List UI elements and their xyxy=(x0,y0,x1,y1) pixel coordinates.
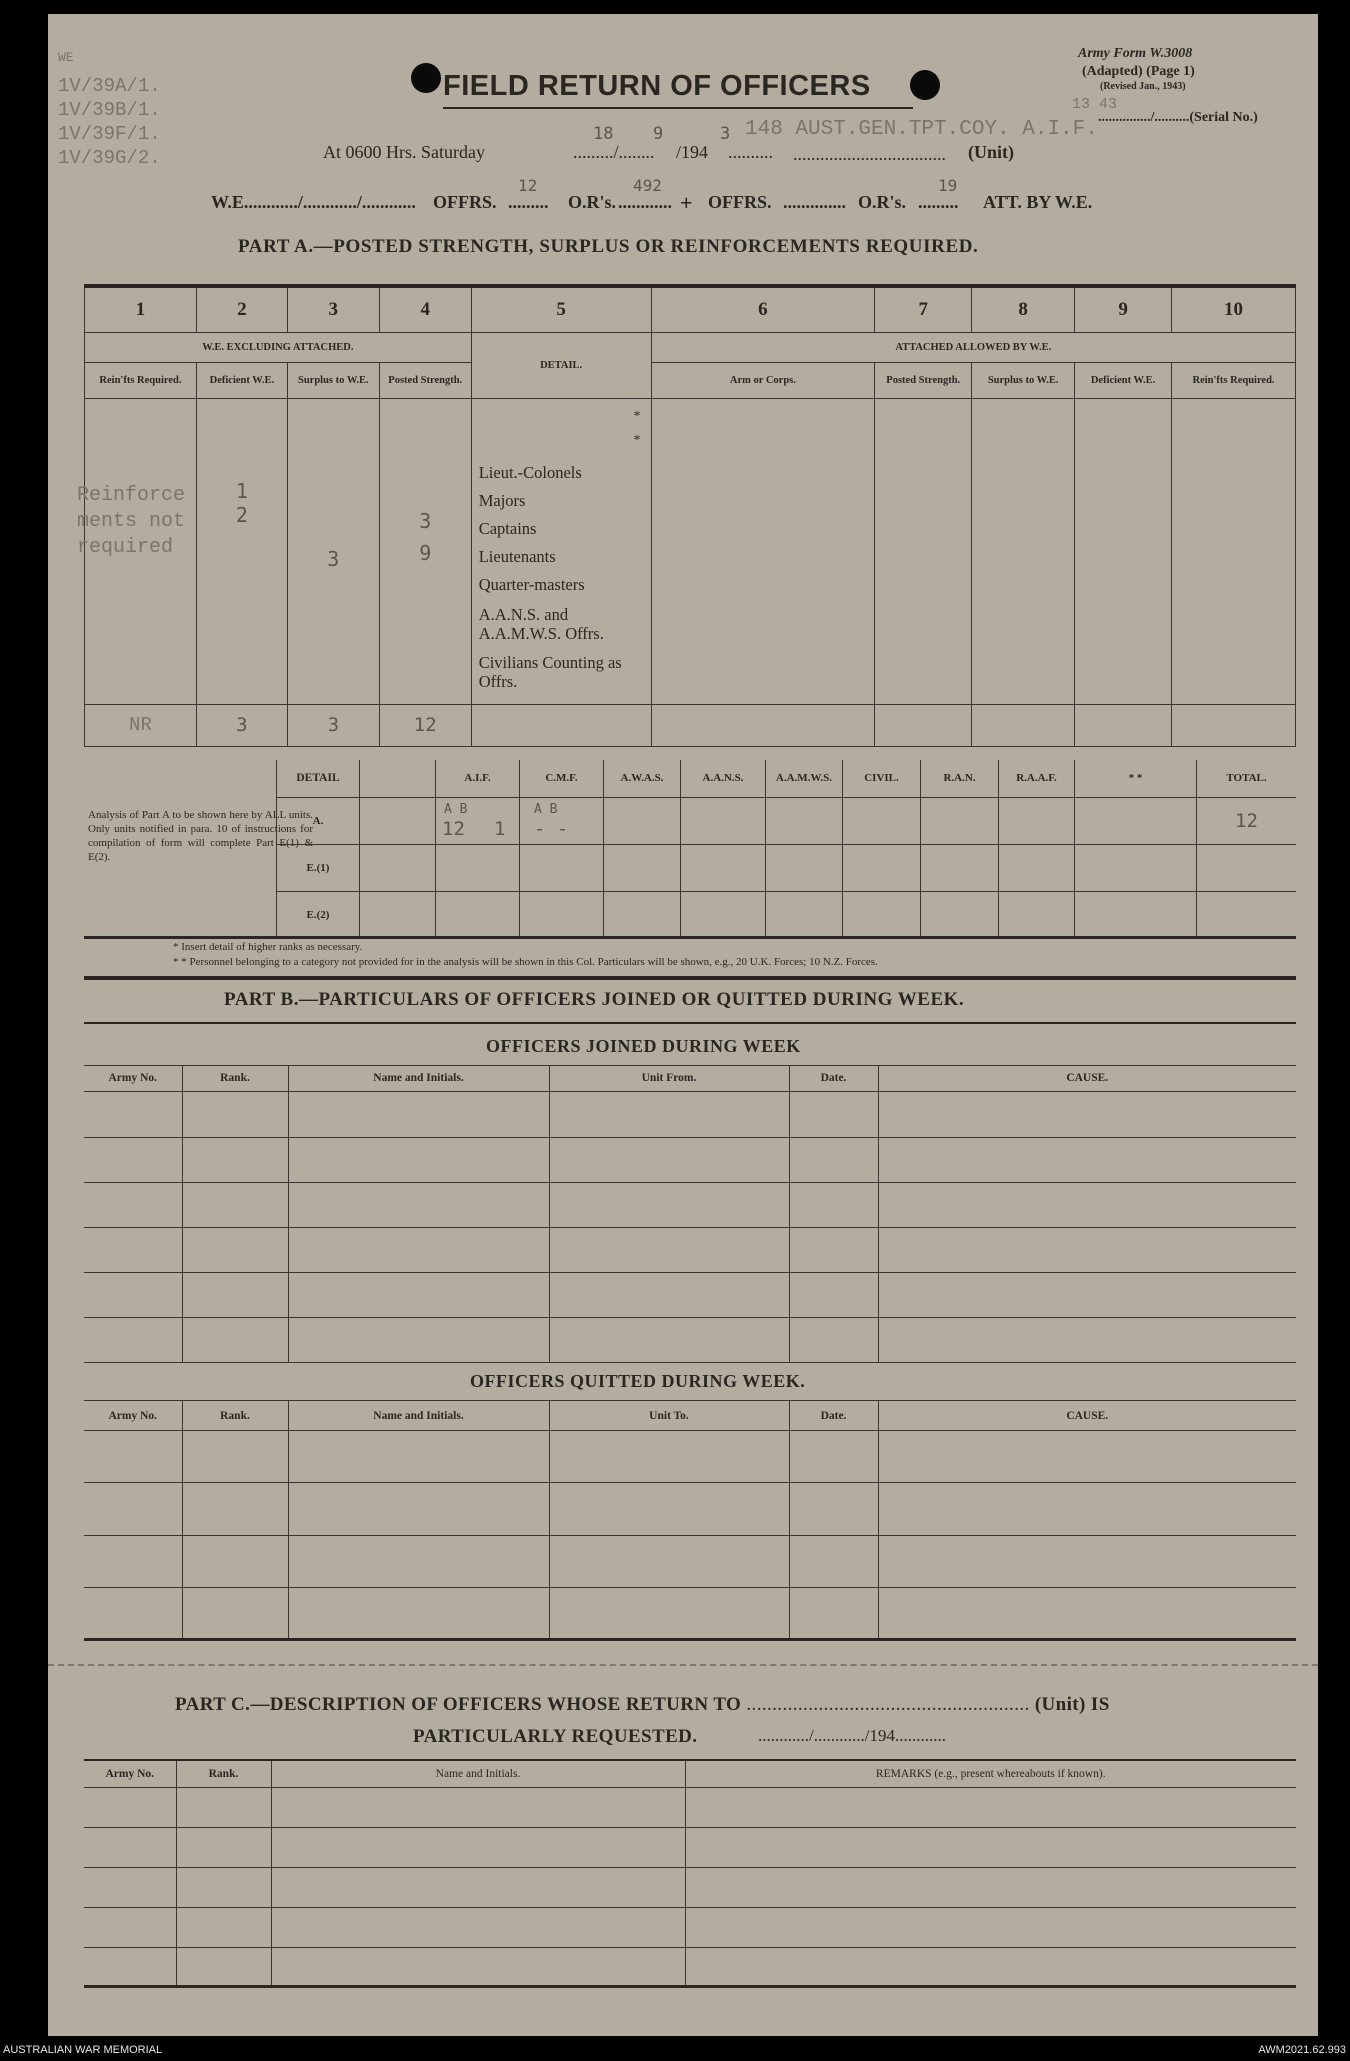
cmf-header: C.M.F. xyxy=(520,760,604,797)
col-number: 5 xyxy=(471,288,651,332)
aif-value-b: 1 xyxy=(494,817,506,840)
col-number: 10 xyxy=(1172,288,1296,332)
part-a-title: PART A.—POSTED STRENGTH, SURPLUS OR REINFORCEMENTS REQUIRED. xyxy=(238,236,979,257)
col-number: 2 xyxy=(196,288,287,332)
we-excluding-header: W.E. EXCLUDING ATTACHED. xyxy=(85,332,472,362)
quitted-unit-header: Unit To. xyxy=(549,1401,789,1431)
rank-quartermasters: Quarter-masters xyxy=(478,574,585,594)
we-code: 1V/39B/1. xyxy=(58,99,161,121)
joined-name-header: Name and Initials. xyxy=(288,1066,549,1092)
offrs-label: OFFRS. xyxy=(433,192,497,212)
at-hrs-label: At 0600 Hrs. Saturday xyxy=(323,142,485,162)
analysis-note: Analysis of Part A to be shown here by ALL units. Only units notified in para. 10 of instructions for compilation of form will complete Part E(1) & E(2). xyxy=(88,809,313,863)
total-reinfts: NR xyxy=(85,704,197,746)
footer-accession: AWM2021.62.993 xyxy=(1258,2044,1346,2056)
date-day: 18 xyxy=(593,124,614,144)
part-c-rank-header: Rank. xyxy=(176,1761,271,1787)
unit-typed: 148 AUST.GEN.TPT.COY. A.I.F. xyxy=(745,118,1098,141)
cmf-subcols: A B xyxy=(534,801,558,817)
col-number: 8 xyxy=(972,288,1075,332)
part-a-table xyxy=(77,288,1296,747)
revised-label: (Revised Jan., 1943) xyxy=(1100,81,1186,92)
serial-slash: / xyxy=(1150,110,1155,125)
joined-unit-header: Unit From. xyxy=(549,1066,789,1092)
aans-header: A.A.N.S. xyxy=(681,760,766,797)
we-code: 1V/39A/1. xyxy=(58,75,161,97)
quitted-table xyxy=(84,1400,1296,1640)
att-label: ATT. BY W.E. xyxy=(983,192,1093,212)
row-label-e2: E.(2) xyxy=(277,891,360,938)
col-number: 6 xyxy=(651,288,875,332)
footer-institution: AUSTRALIAN WAR MEMORIAL xyxy=(3,2044,163,2056)
column-numbers-row xyxy=(85,288,1296,332)
we-code-list xyxy=(58,74,161,170)
part-c-remarks-header: REMARKS (e.g., present whereabouts if known). xyxy=(685,1761,1296,1787)
col-number: 4 xyxy=(379,288,471,332)
date-month: 9 xyxy=(653,124,664,144)
total-deficient: 3 xyxy=(196,704,287,746)
raaf-header: R.A.A.F. xyxy=(999,760,1075,797)
part-c-line2: PARTICULARLY REQUESTED. xyxy=(413,1726,698,1747)
aif-value-a: 12 xyxy=(442,817,465,840)
surplus-att-header: Surplus to W.E. xyxy=(972,362,1075,398)
we-line: W.E............/............/............ xyxy=(211,192,416,212)
ors2-label: O.R's. xyxy=(858,192,907,212)
row-label-e1: E.(1) xyxy=(277,844,360,891)
we-code: 1V/39G/2. xyxy=(58,147,161,169)
quitted-title: OFFICERS QUITTED DURING WEEK. xyxy=(470,1371,806,1391)
joined-date-header: Date. xyxy=(789,1066,878,1092)
rank-lieutenants: Lieutenants xyxy=(478,546,556,566)
analysis-detail-header: DETAIL xyxy=(277,760,360,797)
rank-lieut-colonels: Lieut.-Colonels xyxy=(478,462,582,482)
part-c-unit-label: (Unit) IS xyxy=(1034,1694,1110,1715)
deficient-majors: 2 xyxy=(235,502,248,527)
attached-allowed-header: ATTACHED ALLOWED BY W.E. xyxy=(651,332,1295,362)
ranks-row xyxy=(85,398,1296,704)
quitted-army-no-header: Army No. xyxy=(84,1401,182,1431)
date-year-suffix: 3 xyxy=(720,124,731,144)
perforation-line xyxy=(48,1664,1318,1666)
ors-label: O.R's. xyxy=(568,192,617,212)
joined-cause-header: CAUSE. xyxy=(878,1066,1296,1092)
deficient-att-header: Deficient W.E. xyxy=(1075,362,1172,398)
date-year-prefix: /194 xyxy=(676,142,709,162)
adapted-label: (Adapted) (Page 1) xyxy=(1082,64,1195,79)
part-c-date-blank: ............/............/194............ xyxy=(758,1726,946,1745)
civil-header: CIVIL. xyxy=(843,760,921,797)
col-number: 7 xyxy=(875,288,972,332)
quitted-name-header: Name and Initials. xyxy=(288,1401,549,1431)
plus-sign: + xyxy=(680,190,693,215)
deficient-lt-col: 1 xyxy=(235,478,248,503)
col-number: 1 xyxy=(85,288,197,332)
aif-header: A.I.F. xyxy=(436,760,520,797)
total-posted: 12 xyxy=(379,704,471,746)
rank-majors: Majors xyxy=(478,490,526,510)
totals-row xyxy=(85,704,1296,746)
other-header: * * xyxy=(1075,760,1197,797)
col-number: 3 xyxy=(287,288,379,332)
reinforcements-note: Reinforce ments not required xyxy=(77,483,186,559)
form-title: FIELD RETURN OF OFFICERS xyxy=(443,70,871,102)
reinfts-required-header: Rein'fts Required. xyxy=(85,362,197,398)
posted-strength-header: Posted Strength. xyxy=(379,362,471,398)
part-c-army-no-header: Army No. xyxy=(84,1761,176,1787)
quitted-cause-header: CAUSE. xyxy=(878,1401,1296,1431)
offrs-value: 12 xyxy=(518,176,538,195)
total-header: TOTAL. xyxy=(1197,760,1297,797)
rank-captains: Captains xyxy=(478,518,537,538)
posted-strength-att-header: Posted Strength. xyxy=(875,362,972,398)
ors-value: 492 xyxy=(633,176,662,195)
offrs2-label: OFFRS. xyxy=(708,192,772,212)
surplus-lieutenants: 3 xyxy=(327,546,340,571)
part-c-name-header: Name and Initials. xyxy=(271,1761,685,1787)
army-form-label: Army Form W.3008 xyxy=(1078,46,1193,61)
analysis-table xyxy=(276,760,1296,939)
awas-header: A.W.A.S. xyxy=(604,760,681,797)
serial-value: 13 43 xyxy=(1072,96,1118,113)
total-surplus: 3 xyxy=(287,704,379,746)
joined-army-no-header: Army No. xyxy=(84,1066,182,1092)
col-number: 9 xyxy=(1075,288,1172,332)
rank-aans-aamws: A.A.N.S. and A.A.M.W.S. Offrs. xyxy=(478,604,604,643)
total-value-a: 12 xyxy=(1197,797,1297,844)
joined-table xyxy=(84,1065,1296,1363)
surplus-we-header: Surplus to W.E. xyxy=(287,362,379,398)
part-c-table xyxy=(84,1761,1296,1988)
detail-header: DETAIL. xyxy=(471,332,651,398)
part-c-title: PART C.—DESCRIPTION OF OFFICERS WHOSE RETURN TO xyxy=(175,1694,742,1715)
part-b-title: PART B.—PARTICULARS OF OFFICERS JOINED OR QUITTED DURING WEEK. xyxy=(224,989,965,1010)
serial-label: (Serial No.) xyxy=(1189,110,1258,125)
we-code: 1V/39F/1. xyxy=(58,123,161,145)
quitted-date-header: Date. xyxy=(789,1401,878,1431)
ran-header: R.A.N. xyxy=(921,760,999,797)
posted-lieutenants: 9 xyxy=(419,540,432,565)
aif-subcols: A B xyxy=(444,801,468,817)
footnote-2: * * Personnel belonging to a category not provided for in the analysis will be shown in this Col. Particulars will be shown, e.g., 20 U.K. Forces; 10 N.Z. Forces. xyxy=(173,956,878,968)
unit-label: (Unit) xyxy=(968,142,1014,162)
star-marker: * xyxy=(633,408,641,424)
deficient-we-header: Deficient W.E. xyxy=(196,362,287,398)
row-label-a: A. xyxy=(277,797,360,844)
aamws-header: A.A.M.W.S. xyxy=(766,760,843,797)
punch-hole xyxy=(411,63,441,93)
rank-civilians: Civilians Counting as Offrs. xyxy=(478,652,622,691)
footnote-1: * Insert detail of higher ranks as necessary. xyxy=(173,941,363,953)
we-code: WE xyxy=(58,50,74,65)
star-marker: * xyxy=(633,432,641,448)
quitted-rank-header: Rank. xyxy=(182,1401,288,1431)
cmf-value: - - xyxy=(534,817,569,840)
ors2-value: 19 xyxy=(938,176,958,195)
arm-corps-header: Arm or Corps. xyxy=(651,362,875,398)
posted-captains: 3 xyxy=(419,508,432,533)
reinfts-att-header: Rein'fts Required. xyxy=(1172,362,1296,398)
joined-rank-header: Rank. xyxy=(182,1066,288,1092)
form-page: Army Form W.3008 (Adapted) (Page 1) (Revised Jan., 1943) 13 43 .............../..........(Serial No.) WE 1V/39A/1. 1V/39B/1. 1V/39F/1. 1V/39G/2. FIELD RETURN OF OFFICERS At 0600 Hrs. Saturday 18 ........./........ 9 /194 3 .......... 148 AUST.GEN.TPT.COY. A.I.F. .................................. (Unit) W.E............/............/............ OFFRS. 12 ......... O.R's. 492 ............ + OFFRS. .............. O.R's. 19 ......... ATT. BY W.E. PART A.—POSTED STRENGTH, SURPLUS OR REINFORCEMENTS REQUIRED. 1 2 3 4 5 6 7 8 9 10 W.E. EXCLUDING ATTACHED. DETAIL. ATTACHED ALLOWED BY W.E. Rein'fts Required. Deficient W.E. Surplus to W.E. Posted Strength. Arm or Corps. Posted Strength. Surplus to W.E. Deficient W.E. Rein'fts Required. Reinforce ments not required 1 2 3 3 9 * * Lieut.-Colonels Majors Captains Lieutenants Quarter-masters A.A.N.S. and A.A.M.W.S. Offrs. Civilians Counting as Offrs. NR 3 3 12 Analysis of Part A to be shown here by ALL units. Only units notified in para. 10 of instructions for compilation of form will complete Part E(1) & E(2). DETAIL A.I.F. C.M.F. A.W.A.S. A.A.N.S. A.A.M.W.S. CIVIL. R.A.N. R.A.A.F. * * TOTAL. A. A B 12 1 A B - - 12 E.(1) E.(2) * Insert detail of higher ranks as necessary. * * Personnel belonging to a category not provided for in the analysis will be shown in this Col. Particulars will be shown, e.g., 20 U.K. Forces; 10 N.Z. Forces. PART B.—PARTICULARS OF OFFICERS JOINED OR QUITTED DURING WEEK. OFFICERS JOINED DURING WEEK Army No. Rank. Name and Initials. Unit From. Date. CAUSE. OFFICERS QUITTED DURING WEEK. Army No. Rank. Name and Initials. Unit To. Date. CAUSE. PART C.—DESCRIPTION OF OFFICERS WHOSE RETURN TO ....................................................... (Unit) IS PARTICULARLY REQUESTED. ............/............/194............ Army No. Rank. Name and Initials. REMARKS (e.g., present whereabouts if known). xyxy=(48,14,1318,2036)
punch-hole xyxy=(910,70,940,100)
joined-title: OFFICERS JOINED DURING WEEK xyxy=(486,1036,801,1056)
